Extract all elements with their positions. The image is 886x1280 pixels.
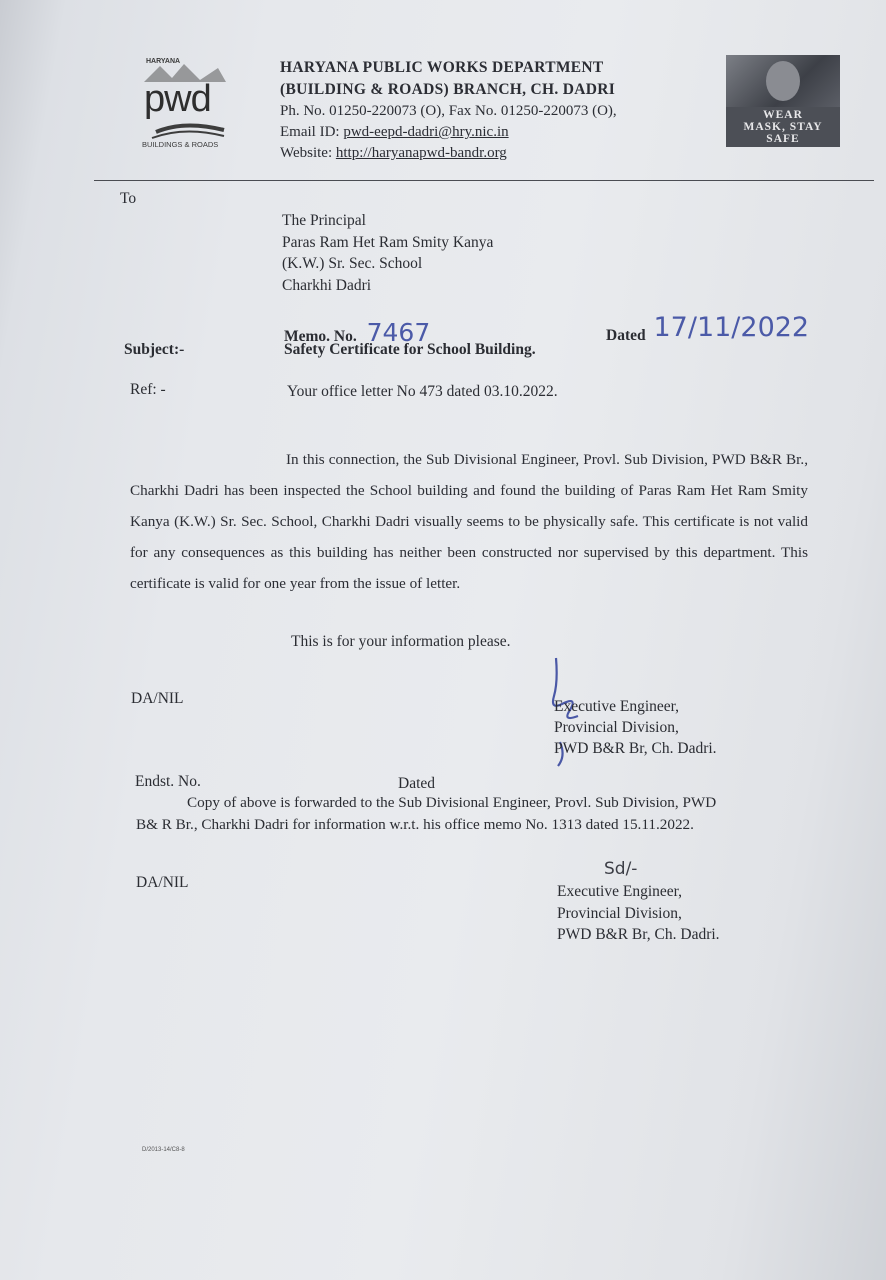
logo-main-text: pwd xyxy=(144,78,211,120)
recipient-block: The Principal Paras Ram Het Ram Smity Kanya (K.W.) Sr. Sec. School Charkhi Dadri xyxy=(282,212,494,294)
wear-mask-badge xyxy=(726,55,840,147)
to-label: To xyxy=(120,190,137,207)
dept-email-line: Email ID: pwd-eepd-dadri@hry.nic.in xyxy=(280,124,509,140)
logo-top-text: HARYANA xyxy=(146,58,181,65)
dept-phone: Ph. No. 01250-220073 (O), Fax No. 01250-220073 (O), xyxy=(280,103,617,119)
signatory-block-1: Executive Engineer, Provincial Division, PWD B&R Br, Ch. Dadri. xyxy=(554,698,717,757)
header-divider xyxy=(94,180,874,181)
subject-label: Subject:- xyxy=(124,341,185,358)
body-paragraph: In this connection, the Sub Divisional Engineer, Provl. Sub Division, PWD B&R Br., Charkhi Dadri has been inspected the School building and found the building of Paras Ram Het Ram Smity Kanya (K.W.) Sr. Sec. School, Charkhi Dadri visually seems to be physically safe. This certificate is not valid for any consequences as this building has neither been constructed nor supervised by this department. This certificate is valid for one year from the issue of letter. xyxy=(130,451,808,592)
info-line: This is for your information please. xyxy=(291,633,511,650)
copy-text-2: B& R Br., Charkhi Dadri for information w.r.t. his office memo No. 1313 dated 15.11.2022. xyxy=(136,816,694,833)
endst-dated: Dated xyxy=(398,775,436,792)
badge-text: WEAR MASK, STAY SAFE xyxy=(743,109,823,145)
dept-website-line: Website: http://haryanapwd-bandr.org xyxy=(280,145,507,161)
dept-branch: (BUILDING & ROADS) BRANCH, CH. DADRI xyxy=(280,81,616,98)
copy-text-1: Copy of above is forwarded to the Sub Divisional Engineer, Provl. Sub Division, PWD xyxy=(187,794,717,811)
signatory-block-2: Executive Engineer, Provincial Division, PWD B&R Br, Ch. Dadri. xyxy=(557,883,720,943)
dated-label: Dated xyxy=(606,327,646,344)
pwd-logo xyxy=(138,58,232,154)
da-nil-1: DA/NIL xyxy=(131,690,184,707)
dated-line xyxy=(606,312,809,343)
face-mask-icon xyxy=(766,61,800,101)
subject-text: Safety Certificate for School Building. xyxy=(284,341,536,358)
footer-form-code: D/2013-14/C8-8 xyxy=(142,1147,185,1153)
ref-text: Your office letter No 473 dated 03.10.2022. xyxy=(287,383,558,400)
email-link[interactable]: pwd-eepd-dadri@hry.nic.in xyxy=(343,124,509,140)
da-nil-2: DA/NIL xyxy=(136,874,189,891)
letterhead xyxy=(280,57,617,164)
sd-mark: Sd/- xyxy=(604,859,638,879)
ref-label: Ref: - xyxy=(130,381,166,398)
dated-value: 17/11/2022 xyxy=(653,312,810,343)
logo-sub-text: BUILDINGS & ROADS xyxy=(142,140,219,149)
website-link[interactable]: http://haryanapwd-bandr.org xyxy=(335,145,507,161)
endst-label: Endst. No. xyxy=(135,773,201,790)
memo-label: Memo. No. xyxy=(284,328,357,345)
memo-number: 7467 xyxy=(366,318,431,347)
dept-name: HARYANA PUBLIC WORKS DEPARTMENT xyxy=(280,59,604,76)
